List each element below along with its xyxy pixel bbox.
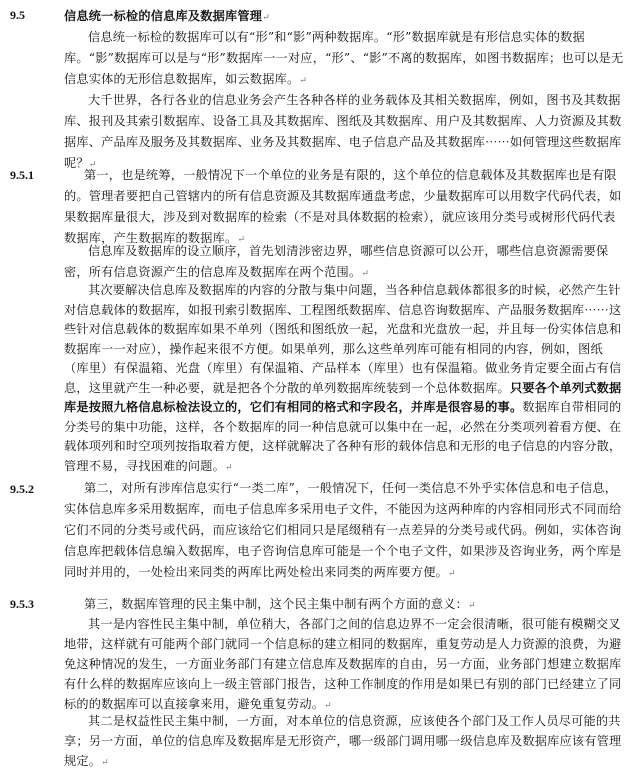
paragraph-centralize-text-a: 其次要解决信息库及数据库的内容的分散与集中问题，当各种信息载体都很多的时候，必然产生针对信息载体的数据库，如报刊索引数据库、工程图纸数据库、信息咨询数据库、产品服务数据库⋯⋯这些针对信息载体的数据库如果不单列（图纸和图纸放一起，光盘和光盘放一起，并且每一份实体信息和数据库一一对应），操作起来很不方便。如果单列，那么这些单列库可能有相同的内容，例如，图纸（库里）有保温箱、光盘（库里）有保温箱、产品样本（库里）也有保温箱。做业务肯定要全面占有信息，这里就产生一种必要，就是把各个分散的单列数据库统装到一个总体数据库。 <box>64 283 622 395</box>
paragraph-centralize-text-c: 数据库自带相同的分类号的集中功能，这样，各个数据库的同一种信息就可以集中在一起，必然在分类项列着看方便、在载体项列和时空项列按指取着方便，这样就解决了各种有形的载体信息和无形的电子信息的内容分散，管理不易，寻找困难的问题。 <box>64 400 622 473</box>
paragraph-content-democracy-text: 其一是内容性民主集中制，单位稍大，各部门之间的信息边界不一定会很清晰，很可能有模糊交叉地带，这样就有可能两个部门就同一个信息标的建立相同的数据库，重复劳动是人力资源的浪费，为避免这种情况的发生，一方面业务部门有建立信息库及数据库的自由，另一方面，业务部门想建立数据库有什么样的数据库应该向上一级主管部门报告，这种工作制度的作用是如果已有别的部门已经建立了同标的的数据库可以直接拿来用，避免重复劳动。 <box>64 617 622 711</box>
paragraph-centralize <box>64 281 624 478</box>
paragraph-mark: ↵ <box>101 758 109 768</box>
paragraph-intro <box>64 27 624 92</box>
paragraph-first-text: 第一，也是统筹，一般情况下一个单位的业务是有限的，这个单位的信息载体及其数据库也是有限的。管理者要把自己管辖内的所有信息资源及其数据库通盘考虑，少量数据库可以用数字代码代表，如果数据库量很大，涉及到对数据库的检索（不是对具体数据的检索），就应该用分类号或树形代码代表数据库，产生数据库的数据库。 <box>64 168 622 245</box>
paragraph-mark: ↵ <box>299 76 308 86</box>
paragraph-centralize-text-bold: 只要各个单列式数据库是按照九格信息标检法设立的，它们有相同的格式和字段名，并库是很容易的事。 <box>64 380 622 414</box>
paragraph-rights-democracy-text: 其二是权益性民主集中制，一方面，对本单位的信息资源，应该使各个部门及工作人员尽可能的共享；另一方面，单位的信息库及数据库是无形资产，哪一级部门调用哪一级信息库及数据库应该有管理规定。 <box>64 714 622 768</box>
section-number-9-5: 9.5 <box>10 8 25 22</box>
paragraph-mark: ↵ <box>361 269 370 279</box>
paragraph-content-democracy <box>64 614 624 716</box>
paragraph-mark: ↵ <box>225 462 233 473</box>
paragraph-mark: ↵ <box>237 235 246 245</box>
paragraph-mark: ↵ <box>468 601 476 611</box>
section-heading <box>64 6 624 29</box>
section-number-9-5-3: 9.5.3 <box>10 597 34 611</box>
paragraph-mark: ↵ <box>262 13 270 23</box>
paragraph-second-text: 第二，对所有涉库信息实行“一类二库”，一般情况下，任何一类信息不外乎实体信息和电子信息，实体信息库多采用数据库，而电子信息库多采用电子文件，不能因为这两种库的内容相同形式不同而给它们不同的分类号或代码，而应该给它们相同只是尾缀稍有一点差异的分类号或代码。例如，实体咨询信息库把载体信息编入数据库，电子咨询信息库可能是一个个电子文件，如果涉及咨询业务，两个库是同时并用的，一处检出来同类的两库比两处检出来同类的两库要方便。 <box>64 481 622 579</box>
paragraph-first <box>64 165 624 251</box>
paragraph-second <box>64 478 624 585</box>
section-heading-text: 信息统一标检的信息库及数据库管理 <box>64 9 263 23</box>
paragraph-mark: ↵ <box>324 701 332 711</box>
paragraph-mark: ↵ <box>448 569 456 579</box>
paragraph-security <box>64 241 624 285</box>
section-number-9-5-1: 9.5.1 <box>10 168 34 182</box>
paragraph-intro-text: 信息统一标检的数据库可以有“形”和“影”两种数据库。“形”数据库就是有形信息实体的数据库。“影”数据库可以是与“形”数据库一一对应，“形”、“影”不离的数据库，如图书数据库；也可以是无信息实体的无形信息数据库，如云数据库。 <box>64 30 624 86</box>
section-number-9-5-2: 9.5.2 <box>10 482 34 496</box>
paragraph-mark: ↵ <box>88 160 97 170</box>
paragraph-security-text: 信息库及数据库的设立顺序，首先划清涉密边界，哪些信息资源可以公开，哪些信息资源需要保密，所有信息资源产生的信息库及数据库在两个范围。 <box>64 244 609 279</box>
paragraph-rights-democracy <box>64 711 624 773</box>
paragraph-third-text: 第三，数据库管理的民主集中制，这个民主集中制有两个方面的意义： <box>84 597 469 611</box>
paragraph-world <box>64 90 624 176</box>
paragraph-world-text: 大千世界，各行各业的信息业务会产生各种各样的业务载体及其相关数据库，例如，图书及其数据库、报刊及其索引数据库、设备工具及其数据库、图纸及其数据库、用户及其数据库、人力资源及其数据库、产品库及服务及其数据库、业务及其数据库、电子信息产品及其数据库⋯⋯如何管理这些数据库呢？ <box>64 93 622 170</box>
